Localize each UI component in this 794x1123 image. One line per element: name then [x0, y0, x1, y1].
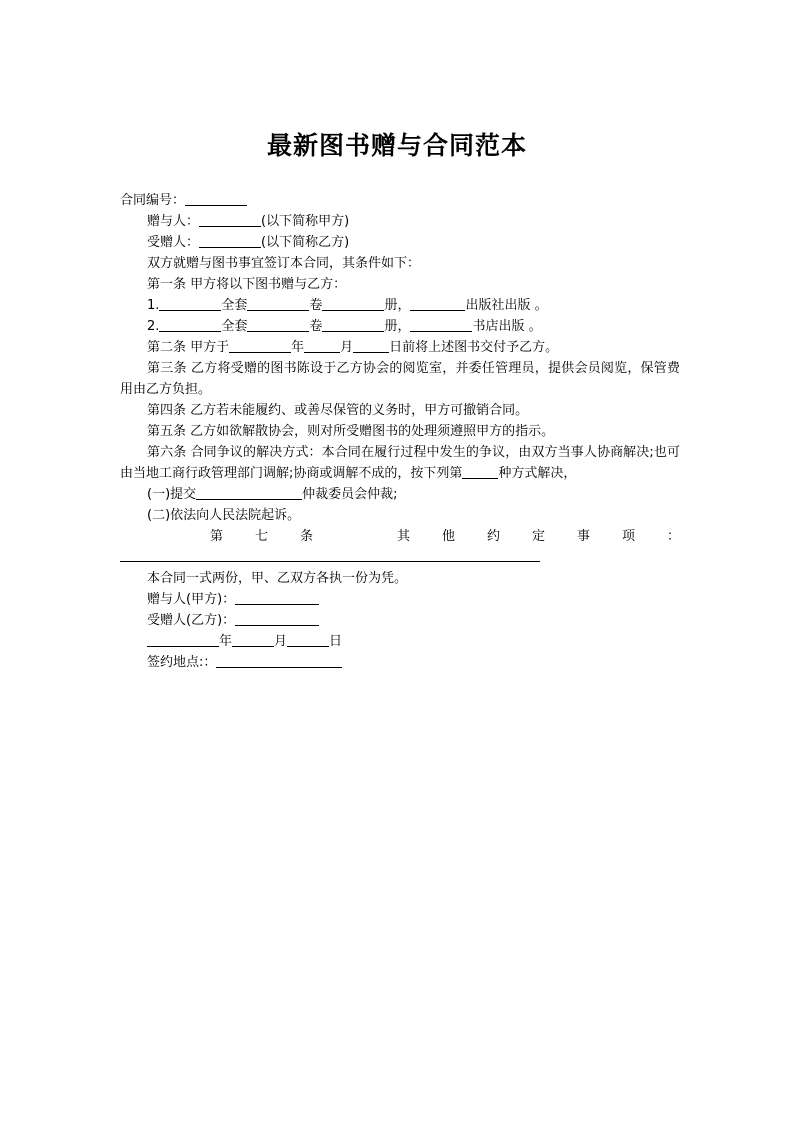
intro-line: 双方就赠与图书事宜签订本合同，其条件如下：: [147, 256, 421, 271]
item-1-book-blank[interactable]: [322, 296, 384, 311]
option-1-text: (一)提交: [147, 487, 197, 502]
contract-number-label: 合同编号：: [120, 193, 186, 208]
item-2: [120, 316, 680, 337]
article-6-rest: 种方式解决，: [498, 466, 577, 481]
item-2-book: 册，: [384, 319, 411, 334]
article-7-char: 约: [486, 529, 500, 544]
article-7-blank[interactable]: [120, 547, 540, 562]
article-6-text: 第六条 合同争议的解决方式：本合同在履行过程中发生的争议，由双方当事人协商解决;也可由当地工商行政管理部门调解;协商或调解不成的，按下列第: [120, 445, 680, 481]
article-7-char: 第: [210, 529, 224, 544]
contract-body: [120, 190, 680, 673]
item-2-vol: 卷: [309, 319, 323, 334]
article-7-char: 事: [576, 529, 590, 544]
article-7-char: 他: [441, 529, 455, 544]
item-1-publisher: 出版社出版 。: [465, 298, 548, 313]
article-7-char: 条: [300, 529, 314, 544]
date-day-blank[interactable]: [287, 632, 329, 647]
donor-sign-blank[interactable]: [235, 590, 319, 605]
item-1-number: 1.: [147, 298, 160, 313]
article-7: [120, 526, 680, 547]
article-6-option-blank[interactable]: [462, 464, 498, 479]
item-1-title-blank[interactable]: [159, 296, 221, 311]
article-7-char: 七: [255, 529, 269, 544]
item-2-set: 全套: [221, 319, 248, 334]
article-2-rest: 日前将上述图书交付予乙方。: [389, 340, 559, 355]
item-2-store-blank[interactable]: [410, 317, 472, 332]
contract-number-line: [120, 190, 680, 211]
article-2-month: 月: [340, 340, 354, 355]
item-2-vol-blank[interactable]: [247, 317, 309, 332]
page-title: 最新图书赠与合同范本: [266, 131, 527, 160]
option-2: (二)依法向人民法院起诉。: [147, 508, 301, 523]
date-year-blank[interactable]: [147, 632, 219, 647]
article-7-char: ：: [666, 529, 680, 544]
donee-note: (以下简称乙方): [261, 235, 350, 250]
article-5: 第五条 乙方如欲解散协会，则对所受赠图书的处理须遵照甲方的指示。: [147, 424, 555, 439]
item-2-title-blank[interactable]: [159, 317, 221, 332]
donor-blank[interactable]: [199, 212, 261, 227]
donor-note: (以下简称甲方): [261, 214, 350, 229]
donee-sign-blank[interactable]: [235, 611, 319, 626]
date-month-blank[interactable]: [232, 632, 274, 647]
donor-label: 赠与人：: [147, 214, 200, 229]
article-7-char: 项: [621, 529, 635, 544]
option-1: [120, 484, 680, 505]
article-2-year: 年: [291, 340, 305, 355]
date-month: 月: [274, 634, 288, 649]
option-1-arbitration-blank[interactable]: [196, 485, 302, 500]
donor-line: [120, 211, 680, 232]
donee-line: [120, 232, 680, 253]
date-line: [120, 631, 680, 652]
item-2-number: 2.: [147, 319, 160, 334]
donee-blank[interactable]: [199, 233, 261, 248]
article-7-char: 其: [396, 529, 410, 544]
item-1: [120, 295, 680, 316]
item-1-vol-blank[interactable]: [247, 296, 309, 311]
article-2-month-blank[interactable]: [304, 338, 340, 353]
article-2-text: 第二条 甲方于: [147, 340, 230, 355]
item-2-book-blank[interactable]: [322, 317, 384, 332]
date-day: 日: [329, 634, 343, 649]
article-3: 第三条 乙方将受赠的图书陈设于乙方协会的阅览室，并委任管理员，提供会员阅览，保管费用由乙方负担。: [120, 361, 680, 397]
date-year: 年: [219, 634, 233, 649]
place-blank[interactable]: [216, 653, 342, 668]
item-1-vol: 卷: [309, 298, 323, 313]
article-2: [120, 337, 680, 358]
article-6: [120, 442, 680, 484]
article-2-day-blank[interactable]: [353, 338, 389, 353]
donor-sign-line: [120, 589, 680, 610]
item-1-book: 册，: [384, 298, 411, 313]
copies-line: 本合同一式两份，甲、乙双方各执一份为凭。: [147, 571, 408, 586]
donee-label: 受赠人：: [147, 235, 200, 250]
article-7-line: [120, 547, 680, 568]
contract-number-blank[interactable]: [185, 191, 247, 206]
option-1-rest: 仲裁委员会仲裁;: [302, 487, 398, 502]
article-1: 第一条 甲方将以下图书赠与乙方：: [147, 277, 347, 292]
item-1-publisher-blank[interactable]: [410, 296, 465, 311]
item-2-store: 书店出版 。: [472, 319, 542, 334]
place-label: 签约地点:：: [147, 655, 217, 670]
article-2-year-blank[interactable]: [229, 338, 291, 353]
donee-sign-label: 受赠人(乙方)：: [147, 613, 236, 628]
article-4: 第四条 乙方若未能履约、或善尽保管的义务时，甲方可撤销合同。: [147, 403, 529, 418]
article-7-char: 定: [531, 529, 545, 544]
place-line: [120, 652, 680, 673]
donee-sign-line: [120, 610, 680, 631]
item-1-set: 全套: [221, 298, 248, 313]
donor-sign-label: 赠与人(甲方)：: [147, 592, 236, 607]
